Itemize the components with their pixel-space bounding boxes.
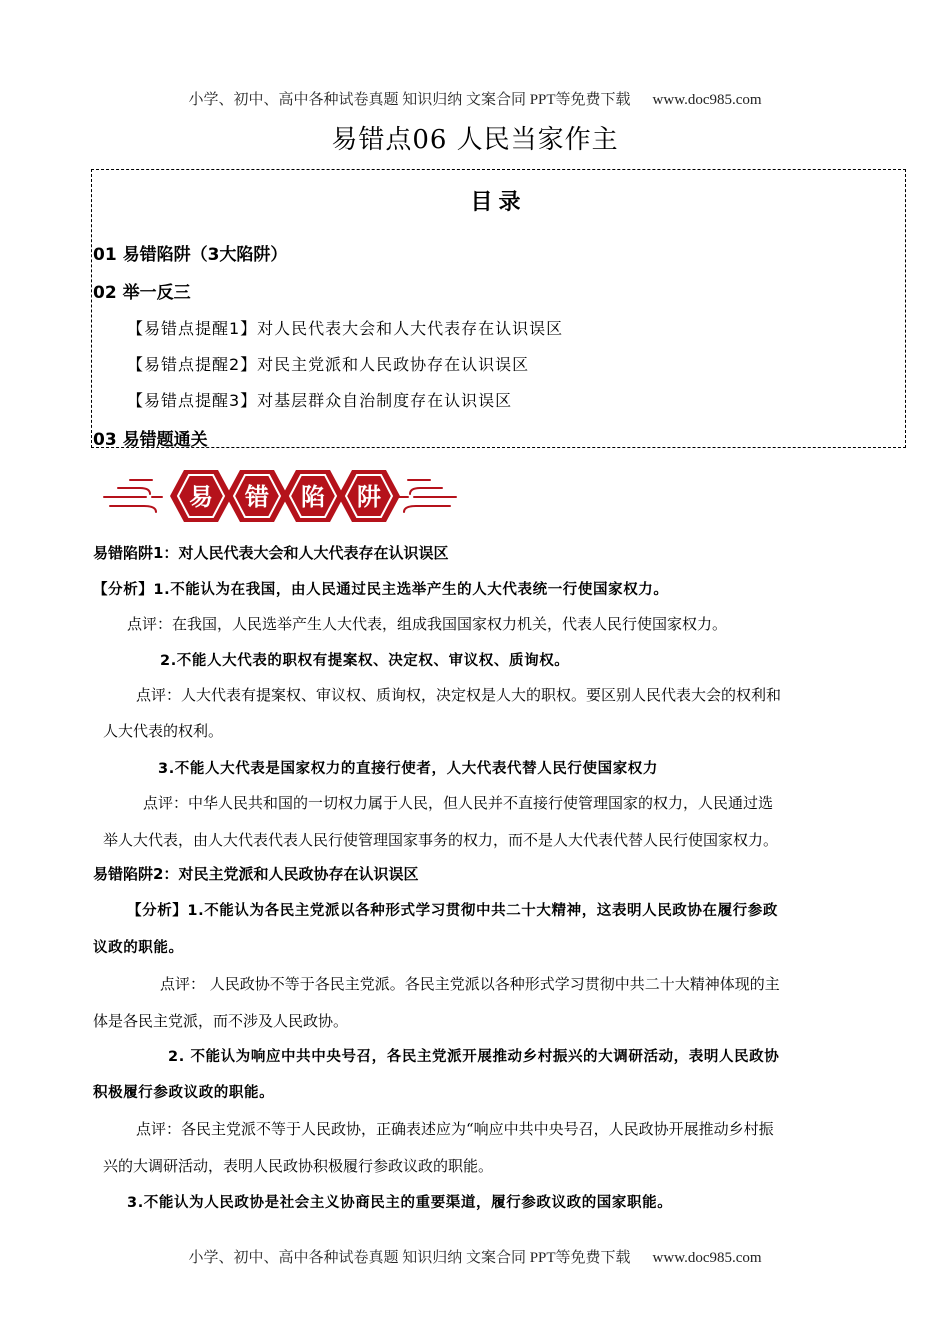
trap1-analysis-2: 2.不能人大代表的职权有提案权、决定权、审议权、质询权。 bbox=[160, 653, 570, 669]
footer-text: 小学、初中、高中各种试卷真题 知识归纳 文案合同 PPT等免费下载 bbox=[188, 1250, 631, 1266]
trap2-title: 易错陷阱2：对民主党派和人民政协存在认识误区 bbox=[93, 865, 419, 883]
toc-section-3: 03 易错题通关 bbox=[93, 430, 208, 450]
toc-sub-3: 【易错点提醒3】对基层群众自治制度存在认识误区 bbox=[127, 391, 513, 410]
banner-char-3: 陷 bbox=[301, 483, 325, 511]
trap1-comment-2-line-1: 点评：人大代表有提案权、审议权、质询权，决定权是人大的职权。要区别人民代表大会的权利和 bbox=[136, 686, 782, 704]
banner-char-1: 易 bbox=[189, 483, 213, 511]
trap2-analysis-2-line-2: 积极履行参政议政的职能。 bbox=[93, 1085, 275, 1101]
banner-left-ornament bbox=[104, 480, 162, 512]
page-footer bbox=[0, 1246, 950, 1267]
page-header bbox=[0, 88, 950, 109]
trap2-comment-2-line-2: 兴的大调研活动，表明人民政协积极履行参政议政的职能。 bbox=[103, 1157, 494, 1175]
trap2-comment-1-line-1: 点评： 人民政协不等于各民主党派。各民主党派以各种形式学习贯彻中共二十大精神体现的主 bbox=[160, 975, 780, 993]
banner-char-2: 错 bbox=[245, 483, 269, 511]
trap2-analysis-3: 3.不能认为人民政协是社会主义协商民主的重要渠道，履行参政议政的国家职能。 bbox=[127, 1195, 673, 1211]
toc-section-2: 02 举一反三 bbox=[93, 283, 191, 303]
toc-section-1: 01 易错陷阱（3大陷阱） bbox=[93, 245, 288, 265]
trap1-comment-3-line-2: 举人大代表，由人大代表代表人民行使管理国家事务的权力，而不是人大代表代替人民行使国家权力。 bbox=[103, 831, 779, 849]
trap2-analysis-1-line-2: 议政的职能。 bbox=[93, 940, 184, 956]
trap1-analysis-3: 3.不能人大代表是国家权力的直接行使者，人大代表代替人民行使国家权力 bbox=[158, 761, 658, 777]
banner-char-4: 阱 bbox=[357, 483, 381, 511]
banner-right-ornament bbox=[398, 480, 456, 512]
trap2-comment-1-line-2: 体是各民主党派，而不涉及人民政协。 bbox=[93, 1012, 349, 1030]
trap1-comment-3-line-1: 点评：中华人民共和国的一切权力属于人民，但人民并不直接行使管理国家的权力，人民通过选 bbox=[143, 794, 774, 812]
trap1-comment-1: 点评：在我国，人民选举产生人大代表，组成我国国家权力机关，代表人民行使国家权力。 bbox=[127, 615, 728, 633]
header-site: www.doc985.com bbox=[652, 92, 762, 108]
toc-sub-2: 【易错点提醒2】对民主党派和人民政协存在认识误区 bbox=[127, 355, 530, 374]
trap2-analysis-2-line-1: 2. 不能认为响应中共中央号召，各民主党派开展推动乡村振兴的大调研活动，表明人民政协 bbox=[168, 1049, 780, 1065]
header-text: 小学、初中、高中各种试卷真题 知识归纳 文案合同 PPT等免费下载 bbox=[188, 92, 631, 108]
trap2-comment-2-line-1: 点评：各民主党派不等于人民政协，正确表述应为“响应中共中央号召，人民政协开展推动乡村振 bbox=[136, 1120, 774, 1138]
toc-heading: 目录 bbox=[470, 190, 527, 215]
trap2-analysis-1-line-1: 【分析】1.不能认为各民主党派以各种形式学习贯彻中共二十大精神，这表明人民政协在履行参政 bbox=[127, 903, 778, 919]
toc-sub-1: 【易错点提醒1】对人民代表大会和人大代表存在认识误区 bbox=[127, 319, 564, 338]
trap1-analysis-1: 【分析】1.不能认为在我国，由人民通过民主选举产生的人大代表统一行使国家权力。 bbox=[93, 582, 669, 598]
trap1-comment-2-line-2: 人大代表的权利。 bbox=[103, 722, 224, 740]
footer-site: www.doc985.com bbox=[652, 1250, 762, 1266]
trap1-title: 易错陷阱1：对人民代表大会和人大代表存在认识误区 bbox=[93, 544, 449, 562]
page-title: 易错点06 人民当家作主 bbox=[331, 125, 619, 155]
section-banner bbox=[100, 464, 460, 528]
